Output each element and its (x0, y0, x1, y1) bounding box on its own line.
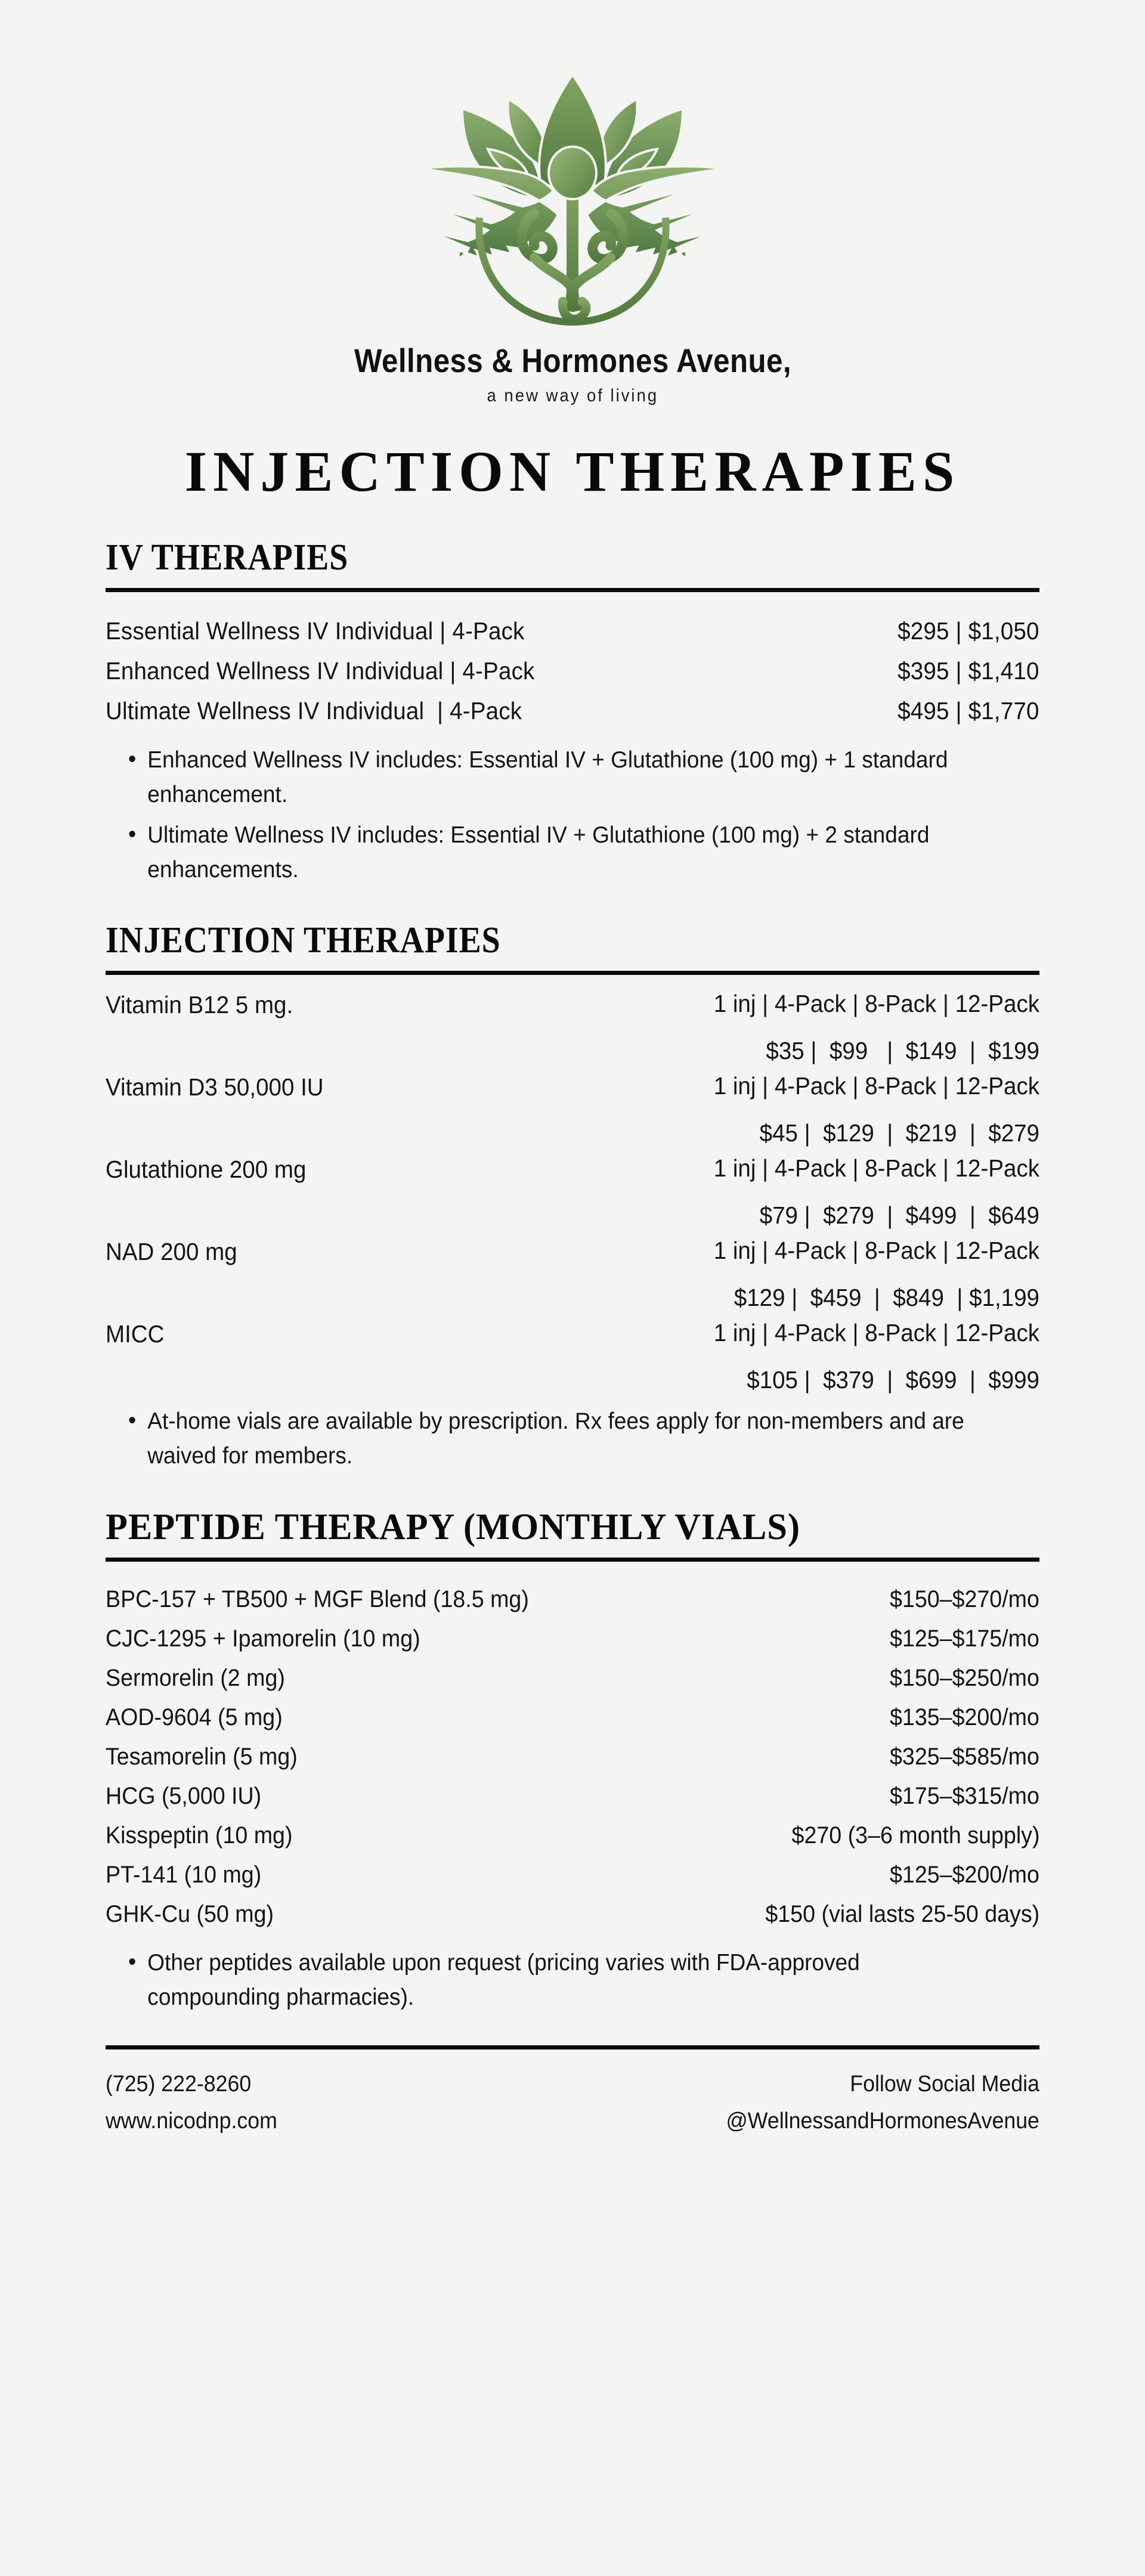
phone-number[interactable]: (725) 222-8260 (106, 2072, 252, 2097)
peptide-item-name: AOD-9604 (5 mg) (106, 1704, 283, 1730)
injection-item-name: Glutathione 200 mg (106, 1156, 307, 1184)
injection-therapies-list (106, 992, 1039, 1392)
peptide-item-price: $125–$200/mo (890, 1861, 1039, 1888)
injection-pack-prices: $79 | $279 | $499 | $649 (759, 1202, 1039, 1230)
peptide-therapy-heading: PEPTIDE THERAPY (MONTHLY VIALS) (106, 1506, 800, 1547)
table-row (106, 611, 1039, 651)
peptide-item-price: $325–$585/mo (890, 1743, 1039, 1770)
peptide-item-price: $135–$200/mo (890, 1704, 1039, 1730)
iv-item-price: $295 | $1,050 (898, 617, 1039, 645)
injection-pack-header: 1 inj | 4-Pack | 8-Pack | 12-Pack (713, 990, 1039, 1018)
peptide-item-name: GHK-Cu (50 mg) (106, 1900, 274, 1927)
iv-item-name: Enhanced Wellness IV Individual | 4-Pack (106, 657, 535, 685)
injection-pack-header: 1 inj | 4-Pack | 8-Pack | 12-Pack (713, 1319, 1039, 1347)
list-item: • Other peptides available upon request (pricing varies with FDA-approved compounding pharmacies). (106, 1946, 993, 2014)
table-row (106, 1816, 1039, 1855)
iv-therapies-heading: IV THERAPIES (106, 537, 349, 578)
iv-item-name: Essential Wellness IV Individual | 4-Pack (106, 617, 525, 645)
injection-pack-header: 1 inj | 4-Pack | 8-Pack | 12-Pack (713, 1154, 1039, 1182)
peptide-item-name: CJC-1295 + Ipamorelin (10 mg) (106, 1625, 420, 1652)
peptide-item-name: Sermorelin (2 mg) (106, 1664, 285, 1691)
social-label: Follow Social Media (850, 2072, 1039, 2097)
table-row (106, 1074, 1039, 1145)
injection-item-pricing (386, 1239, 1039, 1310)
injection-item-name: MICC (106, 1320, 165, 1348)
iv-item-price: $395 | $1,410 (898, 657, 1039, 685)
brand-tagline: a new way of living (487, 386, 658, 405)
injection-therapies-notes (106, 1404, 1039, 1473)
peptide-therapy-notes (106, 1946, 1039, 2014)
list-item: • Enhanced Wellness IV includes: Essential IV + Glutathione (100 mg) + 1 standard enhancement. (106, 743, 993, 812)
injection-therapies-heading: INJECTION THERAPIES (106, 920, 501, 961)
table-row (106, 1894, 1039, 1934)
footer (106, 2066, 1039, 2140)
peptide-item-name: Kisspeptin (10 mg) (106, 1822, 293, 1849)
social-handle[interactable]: @WellnessandHormonesAvenue (726, 2108, 1039, 2134)
website-url[interactable]: www.nicodnp.com (106, 2108, 277, 2134)
winged-caduceus-lotus-logo (417, 72, 728, 328)
table-row (106, 1156, 1039, 1228)
table-row (106, 1776, 1039, 1816)
injection-pack-prices: $35 | $99 | $149 | $199 (766, 1037, 1039, 1065)
injection-therapies-section (106, 921, 1039, 1473)
peptide-item-name: PT-141 (10 mg) (106, 1861, 262, 1888)
iv-item-name: Ultimate Wellness IV Individual | 4-Pack (106, 697, 522, 725)
injection-pack-header: 1 inj | 4-Pack | 8-Pack | 12-Pack (713, 1237, 1039, 1265)
brand-name: Wellness & Hormones Avenue, (354, 342, 791, 379)
injection-item-pricing (386, 992, 1039, 1063)
iv-therapies-section (106, 538, 1039, 887)
page-title: INJECTION THERAPIES (184, 439, 961, 503)
peptide-therapy-list (106, 1580, 1039, 1934)
injection-item-name: Vitamin D3 50,000 IU (106, 1073, 324, 1101)
peptide-item-price: $175–$315/mo (890, 1782, 1039, 1809)
injection-item-name: NAD 200 mg (106, 1238, 237, 1266)
peptide-item-price: $150–$250/mo (890, 1664, 1039, 1691)
injection-item-name: Vitamin B12 5 mg. (106, 991, 293, 1019)
table-row (106, 1239, 1039, 1310)
iv-therapies-list (106, 611, 1039, 731)
table-row (106, 1855, 1039, 1894)
peptide-therapy-section (106, 1508, 1039, 2015)
footer-social (726, 2066, 1039, 2140)
iv-therapies-notes (106, 743, 1039, 887)
table-row (106, 992, 1039, 1063)
injection-item-pricing (386, 1156, 1039, 1228)
peptide-item-name: BPC-157 + TB500 + MGF Blend (18.5 mg) (106, 1586, 529, 1612)
table-row (106, 1580, 1039, 1619)
table-row (106, 1737, 1039, 1776)
list-item: • At-home vials are available by prescription. Rx fees apply for non-members and are waived for members. (106, 1404, 993, 1473)
list-item: • Ultimate Wellness IV includes: Essential IV + Glutathione (100 mg) + 2 standard enhancements. (106, 818, 993, 887)
table-row (106, 691, 1039, 731)
peptide-item-price: $150 (vial lasts 25-50 days) (765, 1900, 1039, 1927)
peptide-item-price: $125–$175/mo (890, 1625, 1039, 1652)
injection-pack-prices: $129 | $459 | $849 | $1,199 (734, 1284, 1039, 1312)
peptide-item-name: HCG (5,000 IU) (106, 1782, 262, 1809)
table-row (106, 1321, 1039, 1392)
injection-pack-prices: $45 | $129 | $219 | $279 (759, 1119, 1039, 1147)
injection-pack-prices: $105 | $379 | $699 | $999 (747, 1366, 1039, 1394)
section-divider (106, 588, 1039, 592)
table-row (106, 651, 1039, 691)
table-row (106, 1619, 1039, 1658)
peptide-item-name: Tesamorelin (5 mg) (106, 1743, 298, 1770)
injection-item-pricing (386, 1074, 1039, 1145)
peptide-item-price: $150–$270/mo (890, 1586, 1039, 1612)
table-row (106, 1658, 1039, 1698)
footer-contact (106, 2066, 277, 2140)
injection-item-pricing (386, 1321, 1039, 1392)
peptide-item-price: $270 (3–6 month supply) (791, 1822, 1039, 1849)
section-divider (106, 1558, 1039, 1562)
injection-pack-header: 1 inj | 4-Pack | 8-Pack | 12-Pack (713, 1072, 1039, 1100)
iv-item-price: $495 | $1,770 (898, 697, 1039, 725)
section-divider (106, 971, 1039, 975)
footer-divider (106, 2045, 1039, 2049)
brand-header (106, 0, 1039, 406)
table-row (106, 1698, 1039, 1737)
